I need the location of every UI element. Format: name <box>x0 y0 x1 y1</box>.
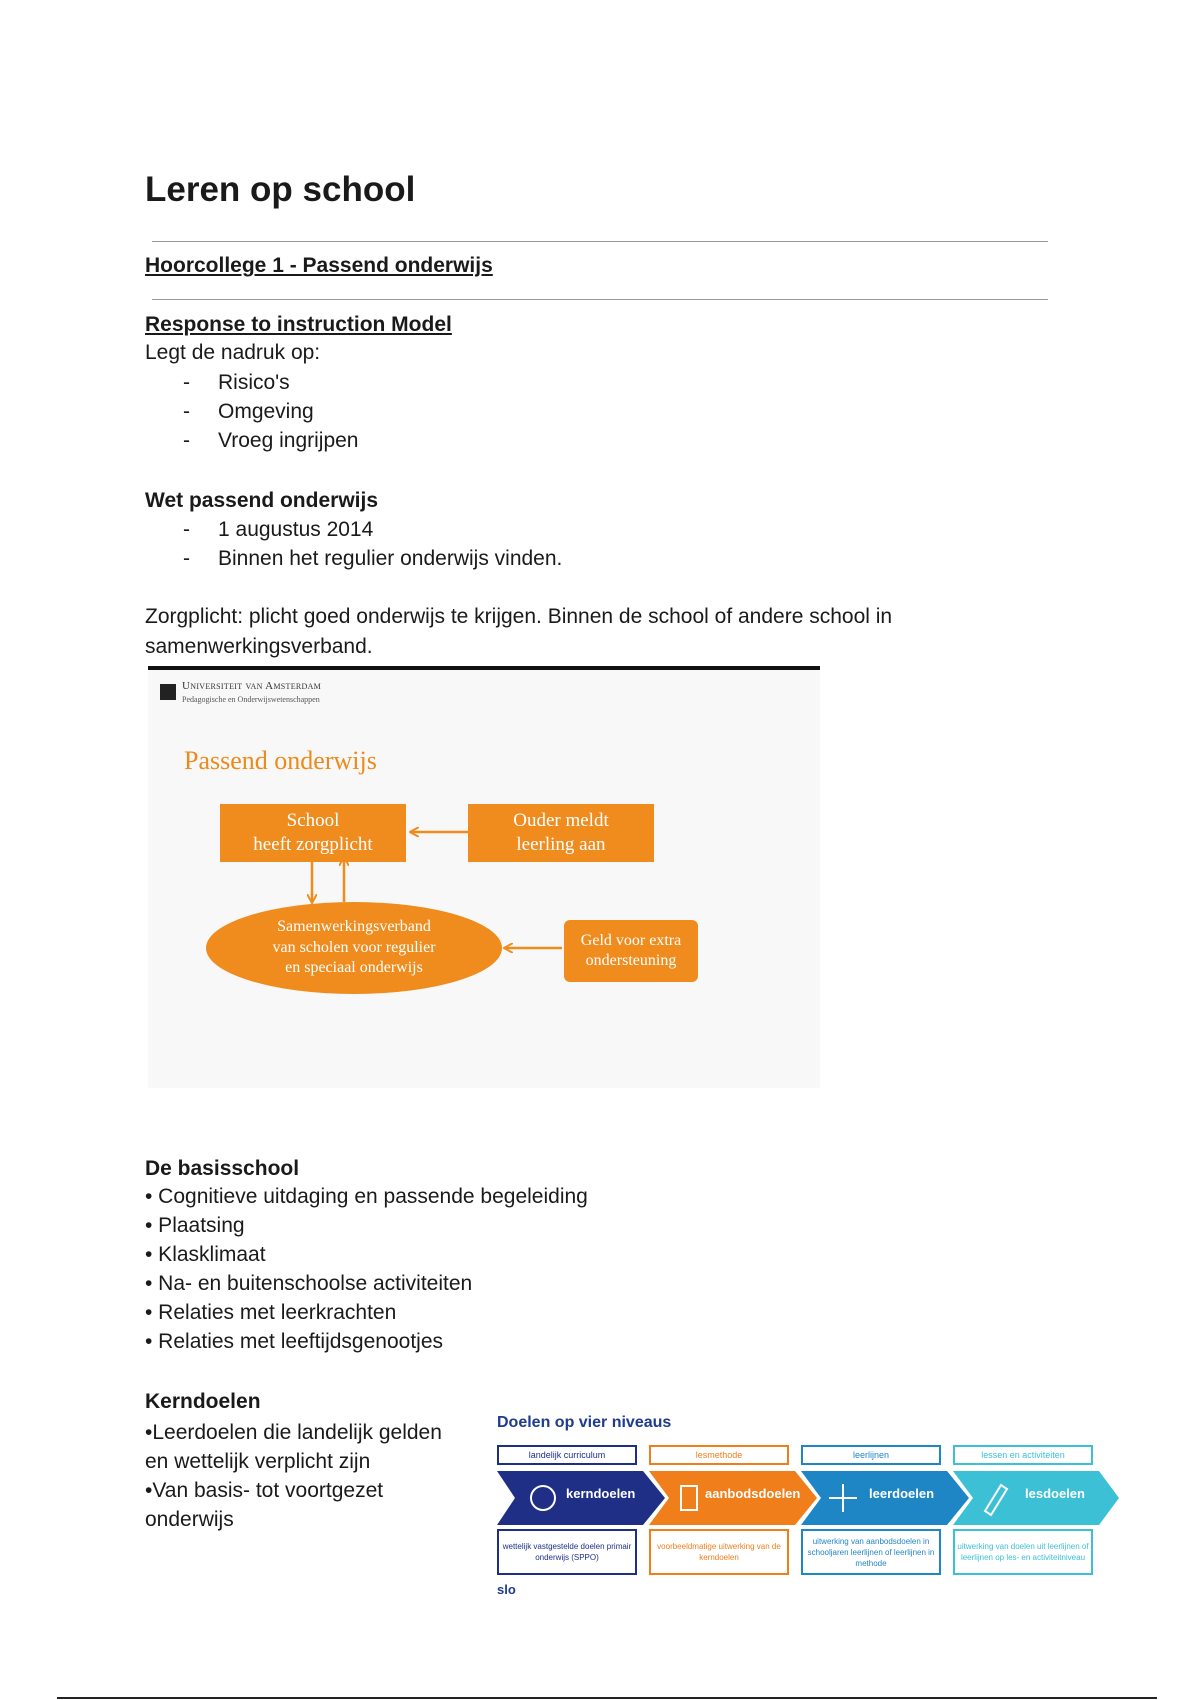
list-item: - Binnen het regulier onderwijs vinden. <box>145 544 562 573</box>
text-line: •Leerdoelen die landelijk gelden <box>145 1421 442 1444</box>
level-bottom-box: uitwerking van doelen uit leerlijnen of leerlijnen op les- en activiteitniveau <box>953 1529 1093 1575</box>
level-bottom-box: voorbeeldmatige uitwerking van de kerndoelen <box>649 1529 789 1575</box>
page-title: Leren op school <box>145 170 416 209</box>
lecture-heading: Hoorcollege 1 - Passend onderwijs <box>145 254 493 277</box>
box-line: ondersteuning <box>585 952 677 969</box>
chevron-label: aanbodsdoelen <box>705 1486 801 1501</box>
box-line: Geld voor extra <box>580 932 682 949</box>
divider <box>152 299 1048 300</box>
level-top-box: landelijk curriculum <box>497 1445 637 1465</box>
chevron-label: leerdoelen <box>869 1486 935 1501</box>
level-top-box: leerlijnen <box>801 1445 941 1465</box>
level-bottom-box: wettelijk vastgestelde doelen primair onderwijs (SPPO) <box>497 1529 637 1575</box>
slide-org-name: Universiteit van Amsterdam <box>182 680 322 692</box>
level-top-box: lesmethode <box>649 1445 789 1465</box>
kerndoelen-heading: Kerndoelen <box>145 1390 261 1413</box>
basisschool-list <box>145 1182 588 1356</box>
text-line: en wettelijk verplicht zijn <box>145 1450 371 1473</box>
text-line: •Van basis- tot voortgezet <box>145 1479 384 1502</box>
wet-list <box>145 515 562 573</box>
list-item: - Risico's <box>145 368 358 397</box>
list-item: • Relaties met leerkrachten <box>145 1301 397 1324</box>
rti-heading: Response to instruction Model <box>145 313 452 336</box>
slo-logo: slo <box>497 1582 516 1597</box>
slide-arrows <box>148 670 820 1088</box>
level-top-box: lessen en activiteiten <box>953 1445 1093 1465</box>
box-ouder-meldt <box>468 804 654 862</box>
list-item: - Vroeg ingrijpen <box>145 426 358 455</box>
zorgplicht-line: Zorgplicht: plicht goed onderwijs te krijgen. Binnen de school of andere school in <box>145 605 893 628</box>
list-item: • Plaatsing <box>145 1214 245 1237</box>
ellipse-samenwerkingsverband <box>206 902 502 994</box>
basisschool-heading: De basisschool <box>145 1157 300 1180</box>
page-bottom-rule <box>57 1697 1157 1699</box>
ellipse-line: Samenwerkingsverband <box>277 917 431 935</box>
levels-title: Doelen op vier niveaus <box>497 1414 672 1431</box>
rti-intro: Legt de nadruk op: <box>145 341 321 364</box>
rti-list <box>145 368 358 455</box>
ellipse-line: en speciaal onderwijs <box>285 959 423 977</box>
box-line: Ouder meldt <box>513 810 609 832</box>
kerndoelen-text <box>145 1418 442 1534</box>
box-line: School <box>286 810 340 832</box>
ellipse-line: van scholen voor regulier <box>272 938 436 956</box>
list-item: • Na- en buitenschoolse activiteiten <box>145 1272 473 1295</box>
list-item: - 1 augustus 2014 <box>145 515 562 544</box>
box-school-zorgplicht <box>220 804 406 862</box>
text-line: onderwijs <box>145 1508 234 1531</box>
list-item: • Relaties met leeftijdsgenootjes <box>145 1330 444 1353</box>
divider <box>152 241 1048 242</box>
level-bottom-box: uitwerking van aanbodsdoelen in schooljaren leerlijnen of leerlijnen in methode <box>801 1529 941 1575</box>
box-line: leerling aan <box>516 834 606 855</box>
list-item: • Klasklimaat <box>145 1243 266 1266</box>
box-geld-extra <box>564 920 698 982</box>
list-item: - Omgeving <box>145 397 358 426</box>
slide-image <box>148 670 820 1088</box>
slide-title: Passend onderwijs <box>184 746 377 775</box>
box-line: heeft zorgplicht <box>253 834 373 855</box>
chevron-label: kerndoelen <box>566 1486 636 1501</box>
wet-heading: Wet passend onderwijs <box>145 489 378 512</box>
slide-org-sub: Pedagogische en Onderwijswetenschappen <box>182 695 320 704</box>
list-item: • Cognitieve uitdaging en passende begeleiding <box>145 1185 588 1208</box>
chevron-label: lesdoelen <box>1025 1486 1085 1501</box>
zorgplicht-line: samenwerkingsverband. <box>145 635 373 658</box>
